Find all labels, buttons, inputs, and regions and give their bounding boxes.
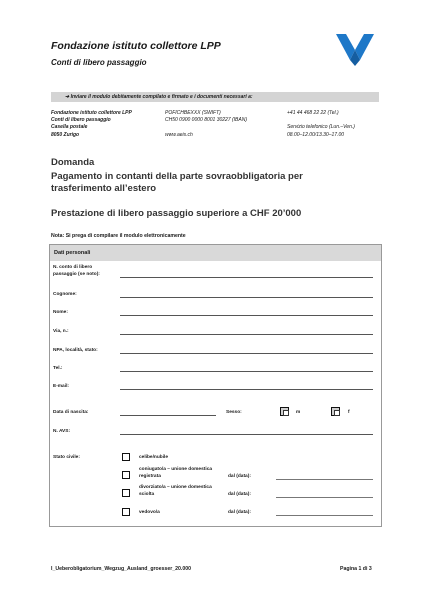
- email-field[interactable]: [120, 389, 373, 390]
- divorced-date-field[interactable]: [276, 497, 373, 498]
- sex-female-checkbox[interactable]: [331, 407, 340, 416]
- foundation-logo-icon: [334, 30, 376, 66]
- section-title: Dati personali: [50, 245, 381, 261]
- account-number-label: N. conto di libero passaggio (se noto):: [53, 265, 100, 277]
- surname-label: Cognome:: [53, 292, 77, 297]
- divorced-date-label: dal (data):: [228, 492, 251, 497]
- footer-filename: I_Ueberobligatorium_Wegzug_Ausland_groesser_20.000: [51, 566, 192, 572]
- document-title: Pagamento in contanti della parte sovraobbligatoria per trasferimento all’estero: [51, 171, 303, 194]
- document-subtitle: Prestazione di libero passaggio superiore a CHF 20’000: [51, 208, 302, 219]
- widowed-date-field[interactable]: [276, 515, 373, 516]
- birth-date-field[interactable]: [120, 415, 216, 416]
- street-field[interactable]: [120, 334, 373, 335]
- send-instruction-banner: ➔ Inviare il modulo debitamente compilato e firmato e i documenti necessari a:: [51, 92, 379, 102]
- phone-label: Tel.:: [53, 366, 63, 371]
- sex-female-label: f: [348, 410, 350, 415]
- street-label: Via, n.:: [53, 329, 69, 334]
- account-number-field[interactable]: [120, 277, 373, 278]
- postal-address: Fondazione istituto collettore LPP Conti di libero passaggio Casella postale 8050 Zurigo: [51, 110, 132, 138]
- married-date-field[interactable]: [276, 479, 373, 480]
- surname-field[interactable]: [120, 297, 373, 298]
- civil-married-checkbox[interactable]: [122, 471, 130, 479]
- city-label: NPA, località, stato:: [53, 348, 98, 353]
- organization-title: Fondazione istituto collettore LPP: [51, 40, 221, 52]
- civil-status-label: Stato civile:: [53, 455, 80, 460]
- birth-date-label: Data di nascita:: [53, 410, 89, 415]
- name-label: Nome:: [53, 310, 68, 315]
- civil-widowed-checkbox[interactable]: [122, 508, 130, 516]
- civil-married-label: coniugato/a – unione domestica registrata: [139, 467, 213, 479]
- sex-male-label: m: [296, 410, 301, 415]
- widowed-date-label: dal (data):: [228, 510, 251, 515]
- avs-label: N. AVS:: [53, 429, 71, 434]
- avs-field[interactable]: [120, 434, 373, 435]
- email-label: E-mail:: [53, 384, 69, 389]
- civil-widowed-label: vedovo/a: [139, 510, 160, 515]
- organization-subtitle: Conti di libero passaggio: [51, 58, 147, 67]
- civil-divorced-checkbox[interactable]: [122, 489, 130, 497]
- city-field[interactable]: [120, 353, 373, 354]
- name-field[interactable]: [120, 315, 373, 316]
- document-heading: Domanda: [51, 157, 95, 168]
- sex-label: Sesso:: [226, 410, 242, 415]
- civil-single-label: celibe/nubile: [139, 455, 169, 460]
- electronic-fill-note: Nota: Si prega di compilare il modulo elettronicamente: [51, 233, 186, 239]
- married-date-label: dal (data):: [228, 474, 251, 479]
- contact-details: +41 44 468 22 22 (Tel.) Servizio telefonico (Lun.–Ven.) 08.00–12.00/13.30–17.00: [287, 110, 355, 138]
- phone-field[interactable]: [120, 371, 373, 372]
- civil-single-checkbox[interactable]: [122, 453, 130, 461]
- website-link[interactable]: www.aeis.ch: [165, 131, 193, 138]
- civil-divorced-label: divorziato/a – unione domestica sciolta: [139, 485, 212, 497]
- sex-male-checkbox[interactable]: [280, 407, 289, 416]
- footer-page-number: Pagina 1 di 3: [340, 566, 372, 572]
- bank-details: POFICHBEXXX (SWIFT) CH50 0900 0000 8001 30227 (IBAN) www.aeis.ch: [165, 110, 248, 138]
